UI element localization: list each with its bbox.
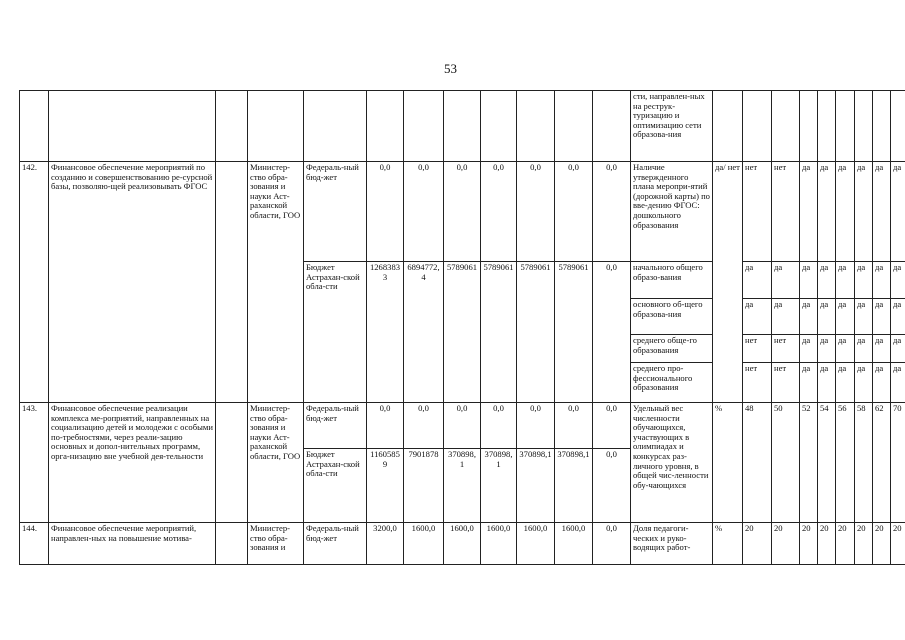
target-value: 70 bbox=[891, 403, 905, 523]
amount: 0,0 bbox=[593, 262, 631, 403]
amount: 0,0 bbox=[593, 523, 631, 565]
executor: Министер-ство обра-зования и науки Аст-раханской области, ГОО bbox=[248, 403, 304, 523]
carry-over-row bbox=[20, 91, 905, 162]
target-value: 48 bbox=[743, 403, 772, 523]
amount: 0,0 bbox=[555, 403, 593, 449]
amount: 1600,0 bbox=[481, 523, 517, 565]
amount: 5789061 bbox=[555, 262, 593, 403]
target-value: нет bbox=[772, 363, 800, 403]
indicator-text: среднего про-фессионального образования bbox=[631, 363, 713, 403]
amount: 0,0 bbox=[404, 162, 444, 262]
target-value: да bbox=[873, 262, 891, 299]
target-value: 54 bbox=[818, 403, 836, 523]
target-value: да bbox=[855, 262, 873, 299]
target-value: 20 bbox=[873, 523, 891, 565]
page-number: 53 bbox=[444, 61, 457, 76]
target-value: 20 bbox=[818, 523, 836, 565]
target-value: да bbox=[836, 262, 855, 299]
target-value: да bbox=[818, 262, 836, 299]
funding-source: Федераль-ный бюд-жет bbox=[304, 403, 367, 449]
target-value: да bbox=[800, 363, 818, 403]
target-value: 20 bbox=[772, 523, 800, 565]
row-number: 142. bbox=[20, 162, 49, 403]
target-value: да bbox=[836, 363, 855, 403]
target-value: да bbox=[891, 262, 905, 299]
indicator-text: Наличие утвержденного плана меропри-ятий (дорожной карты) по вве-дению ФГОС: дошкольного образования bbox=[631, 162, 713, 262]
target-value: да bbox=[772, 262, 800, 299]
amount: 0,0 bbox=[444, 162, 481, 262]
amount: 7901878 bbox=[404, 449, 444, 523]
target-value: да bbox=[873, 335, 891, 363]
amount: 6894772,4 bbox=[404, 262, 444, 403]
amount: 5789061 bbox=[444, 262, 481, 403]
target-value: 20 bbox=[743, 523, 772, 565]
amount: 0,0 bbox=[481, 403, 517, 449]
table-row bbox=[20, 162, 905, 262]
target-value: нет bbox=[743, 335, 772, 363]
amount: 12683833 bbox=[367, 262, 404, 403]
amount: 1600,0 bbox=[404, 523, 444, 565]
target-value: да bbox=[818, 299, 836, 335]
amount: 5789061 bbox=[481, 262, 517, 403]
table-row bbox=[20, 403, 905, 449]
target-value: да bbox=[836, 162, 855, 262]
target-value: 20 bbox=[891, 523, 905, 565]
target-value: да bbox=[873, 162, 891, 262]
target-value: 20 bbox=[836, 523, 855, 565]
amount: 5789061 bbox=[517, 262, 555, 403]
target-value: да bbox=[873, 363, 891, 403]
target-value: 20 bbox=[855, 523, 873, 565]
amount: 370898,1 bbox=[555, 449, 593, 523]
unit: % bbox=[713, 403, 743, 523]
amount: 0,0 bbox=[555, 162, 593, 262]
target-value: да bbox=[800, 299, 818, 335]
unit: % bbox=[713, 523, 743, 565]
indicator-text: основного об-щего образова-ния bbox=[631, 299, 713, 335]
activity-name: Финансовое обеспечение мероприятий по созданию и совершенствованию ре-сурсной базы, позволяю-щей реализовывать ФГОС bbox=[49, 162, 216, 403]
target-value: да bbox=[743, 299, 772, 335]
amount: 0,0 bbox=[593, 403, 631, 449]
target-value: да bbox=[836, 299, 855, 335]
table-row bbox=[20, 523, 905, 565]
executor: Министер-ство обра-зования и науки Аст-раханской области, ГОО bbox=[248, 162, 304, 403]
target-value: нет bbox=[772, 335, 800, 363]
amount: 0,0 bbox=[404, 403, 444, 449]
amount: 0,0 bbox=[593, 449, 631, 523]
amount: 0,0 bbox=[517, 162, 555, 262]
amount: 370898,1 bbox=[444, 449, 481, 523]
target-value: 58 bbox=[855, 403, 873, 523]
target-value: да bbox=[836, 335, 855, 363]
amount: 0,0 bbox=[367, 162, 404, 262]
target-value: да bbox=[891, 299, 905, 335]
amount: 0,0 bbox=[593, 162, 631, 262]
indicator-text: начального общего образо-вания bbox=[631, 262, 713, 299]
amount: 370898,1 bbox=[517, 449, 555, 523]
indicator-text: сти, направлен-ных на реструк-туризацию и оптимизацию сети образова-ния bbox=[631, 91, 713, 162]
row-number: 143. bbox=[20, 403, 49, 523]
target-value: да bbox=[818, 363, 836, 403]
target-value: да bbox=[818, 335, 836, 363]
target-value: да bbox=[891, 363, 905, 403]
amount: 1600,0 bbox=[444, 523, 481, 565]
target-value: да bbox=[818, 162, 836, 262]
amount: 11605859 bbox=[367, 449, 404, 523]
amount: 370898,1 bbox=[481, 449, 517, 523]
activity-name: Финансовое обеспечение реализации комплекса ме-роприятий, направленных на социализацию детей и молодежи с особыми по-требностями, через реали-зацию основных и допол-нительных программ, орга-низацию вне учебной дея-тельности bbox=[49, 403, 216, 523]
target-value: да bbox=[873, 299, 891, 335]
target-value: да bbox=[855, 363, 873, 403]
amount: 0,0 bbox=[481, 162, 517, 262]
target-value: да bbox=[855, 299, 873, 335]
target-value: да bbox=[855, 335, 873, 363]
target-value: 62 bbox=[873, 403, 891, 523]
target-value: да bbox=[891, 162, 905, 262]
amount: 1600,0 bbox=[555, 523, 593, 565]
amount: 0,0 bbox=[367, 403, 404, 449]
target-value: да bbox=[800, 335, 818, 363]
target-value: да bbox=[772, 299, 800, 335]
executor: Министер-ство обра-зования и bbox=[248, 523, 304, 565]
target-value: 52 bbox=[800, 403, 818, 523]
funding-source: Федераль-ный бюд-жет bbox=[304, 523, 367, 565]
funding-source: Бюджет Астрахан-ской обла-сти bbox=[304, 262, 367, 403]
amount: 0,0 bbox=[517, 403, 555, 449]
target-value: да bbox=[800, 162, 818, 262]
program-table bbox=[19, 90, 905, 565]
indicator-text: среднего обще-го образования bbox=[631, 335, 713, 363]
row-number: 144. bbox=[20, 523, 49, 565]
amount: 1600,0 bbox=[517, 523, 555, 565]
target-value: нет bbox=[743, 162, 772, 262]
activity-name: Финансовое обеспечение мероприятий, направлен-ных на повышение мотива- bbox=[49, 523, 216, 565]
indicator-text: Удельный вес численности обучающихся, участвующих в олимпиадах и конкурсах раз-личного уровня, в общей чис-ленности обу-чающихся bbox=[631, 403, 713, 523]
target-value: да bbox=[800, 262, 818, 299]
amount: 0,0 bbox=[444, 403, 481, 449]
unit: да/ нет bbox=[713, 162, 743, 403]
funding-source: Федераль-ный бюд-жет bbox=[304, 162, 367, 262]
target-value: 56 bbox=[836, 403, 855, 523]
amount: 3200,0 bbox=[367, 523, 404, 565]
target-value: 50 bbox=[772, 403, 800, 523]
target-value: да bbox=[855, 162, 873, 262]
target-value: да bbox=[743, 262, 772, 299]
target-value: 20 bbox=[800, 523, 818, 565]
target-value: нет bbox=[772, 162, 800, 262]
funding-source: Бюджет Астрахан-ской обла-сти bbox=[304, 449, 367, 523]
target-value: нет bbox=[743, 363, 772, 403]
indicator-text: Доля педагоги-ческих и руко-водящих работ- bbox=[631, 523, 713, 565]
target-value: да bbox=[891, 335, 905, 363]
